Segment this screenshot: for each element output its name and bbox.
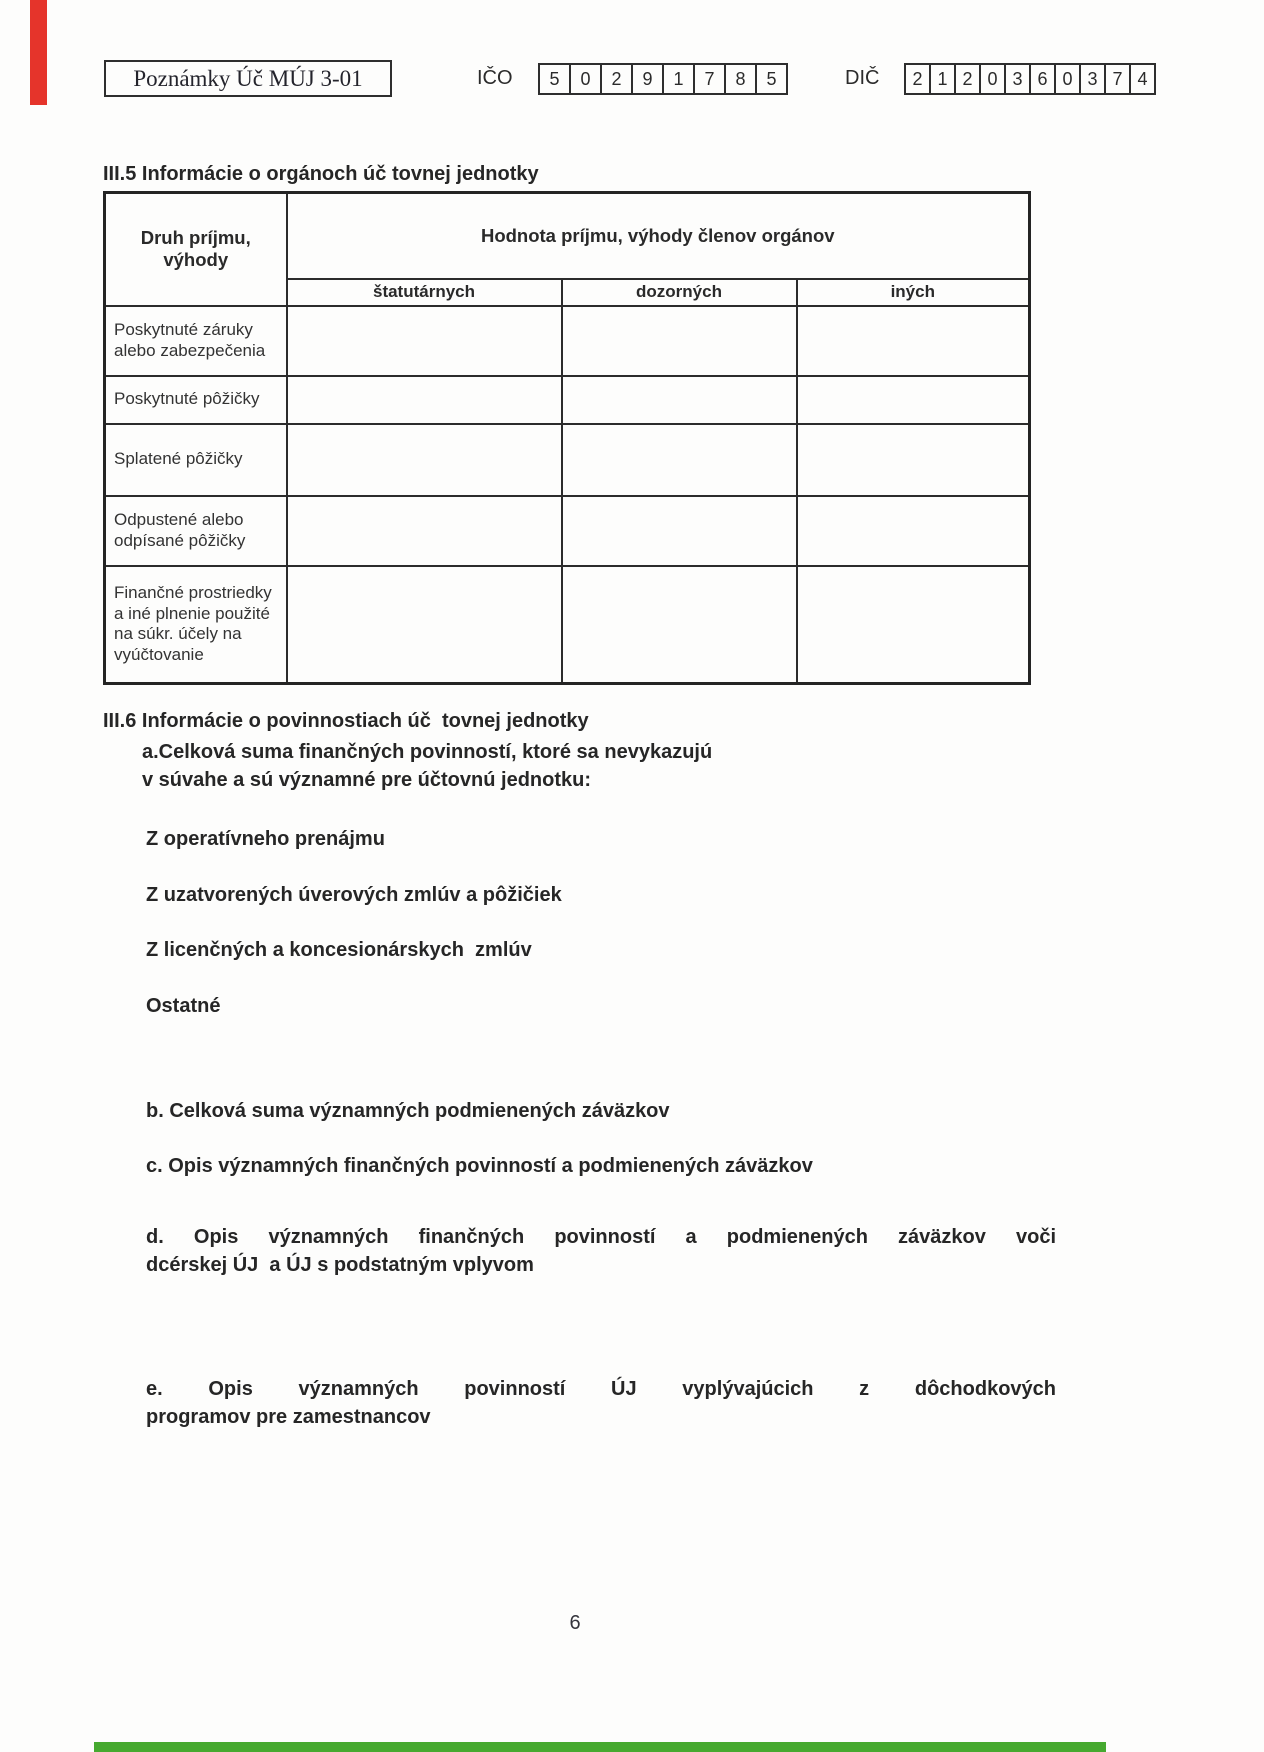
item-e-line2: programov pre zamestnancov (146, 1406, 431, 1428)
dic-label: DIČ (845, 67, 880, 89)
dic-digit: 3 (1079, 63, 1106, 95)
scan-artifact-green-bar (94, 1742, 1106, 1752)
row-label: Poskytnuté záruky alebo zabezpečenia (105, 306, 287, 376)
table-row (105, 376, 1030, 424)
dic-digit: 3 (1004, 63, 1031, 95)
table-row (105, 566, 1030, 684)
ico-digit: 7 (693, 63, 726, 95)
dic-digit: 1 (929, 63, 956, 95)
dic-digit: 2 (954, 63, 981, 95)
ico-digit: 5 (538, 63, 571, 95)
item-a-subitem-ostatne: Ostatné (146, 995, 221, 1017)
item-c: c. Opis významných finančných povinností a podmienených záväzkov (146, 1155, 813, 1177)
item-a-subitem-operativny-prenajom: Z operatívneho prenájmu (146, 828, 385, 850)
ico-digit: 8 (724, 63, 757, 95)
table-cell (562, 376, 797, 424)
row-label: Finančné prostriedky a iné plnenie použité na súkr. účely na vyúčtovanie (105, 566, 287, 684)
section-iii5-title: III.5 Informácie o orgánoch úč tovnej jednotky (103, 163, 539, 185)
dic-digit: 2 (904, 63, 931, 95)
group-header-hodnota: Hodnota príjmu, výhody členov orgánov (287, 193, 1030, 279)
section-iii6-title: III.6 Informácie o povinnostiach úč tovnej jednotky (103, 710, 589, 732)
ico-digit: 1 (662, 63, 695, 95)
table-cell (287, 306, 562, 376)
dic-digit: 7 (1104, 63, 1131, 95)
form-title: Poznámky Úč MÚJ 3-01 (133, 65, 363, 91)
ico-digit: 9 (631, 63, 664, 95)
table-cell (287, 376, 562, 424)
table-cell (797, 566, 1030, 684)
table-cell (287, 566, 562, 684)
table-cell (562, 566, 797, 684)
table-row (105, 306, 1030, 376)
item-a-subitem-uverove-zmluvy: Z uzatvorených úverových zmlúv a pôžičiek (146, 884, 562, 906)
form-title-box (104, 60, 392, 97)
dic-digit: 0 (979, 63, 1006, 95)
table-cell (287, 496, 562, 566)
page-number: 6 (569, 1612, 581, 1634)
row-label: Poskytnuté pôžičky (105, 376, 287, 424)
dic-digit-boxes (904, 63, 1156, 95)
table-cell (287, 424, 562, 496)
scan-artifact-red-bar (30, 0, 47, 105)
table-row (105, 496, 1030, 566)
ico-label: IČO (477, 67, 513, 89)
ico-digit-boxes (538, 63, 788, 95)
ico-digit: 0 (569, 63, 602, 95)
subheader-inych: iných (797, 279, 1030, 306)
item-a-line1: a.Celková suma finančných povinností, ktoré sa nevykazujú (142, 741, 713, 763)
dic-digit: 4 (1129, 63, 1156, 95)
item-a-subitem-licencne-zmluvy: Z licenčných a koncesionárskych zmlúv (146, 939, 532, 961)
dic-digit: 0 (1054, 63, 1081, 95)
subheader-dozornych: dozorných (562, 279, 797, 306)
col-header-druh-prijmu: Druh príjmu, výhody (105, 193, 287, 306)
item-d-line1: d. Opis významných finančných povinností a podmienených záväzkov voči (146, 1226, 1056, 1248)
item-a-line2: v súvahe a sú významné pre účtovnú jednotku: (142, 769, 592, 791)
ico-digit: 5 (755, 63, 788, 95)
item-e-line1: e. Opis významných povinností ÚJ vyplývajúcich z dôchodkových (146, 1378, 1056, 1400)
organs-table (103, 191, 1031, 685)
table-cell (797, 424, 1030, 496)
table-cell (797, 306, 1030, 376)
table-cell (797, 376, 1030, 424)
table-header-row (105, 193, 1030, 279)
dic-digit: 6 (1029, 63, 1056, 95)
row-label: Splatené pôžičky (105, 424, 287, 496)
item-b: b. Celková suma významných podmienených záväzkov (146, 1100, 670, 1122)
item-d-line2: dcérskej ÚJ a ÚJ s podstatným vplyvom (146, 1254, 534, 1276)
table-row (105, 424, 1030, 496)
table-cell (562, 424, 797, 496)
table-cell (797, 496, 1030, 566)
subheader-statutarnych: štatutárnych (287, 279, 562, 306)
ico-digit: 2 (600, 63, 633, 95)
table-cell (562, 496, 797, 566)
table-cell (562, 306, 797, 376)
row-label: Odpustené alebo odpísané pôžičky (105, 496, 287, 566)
